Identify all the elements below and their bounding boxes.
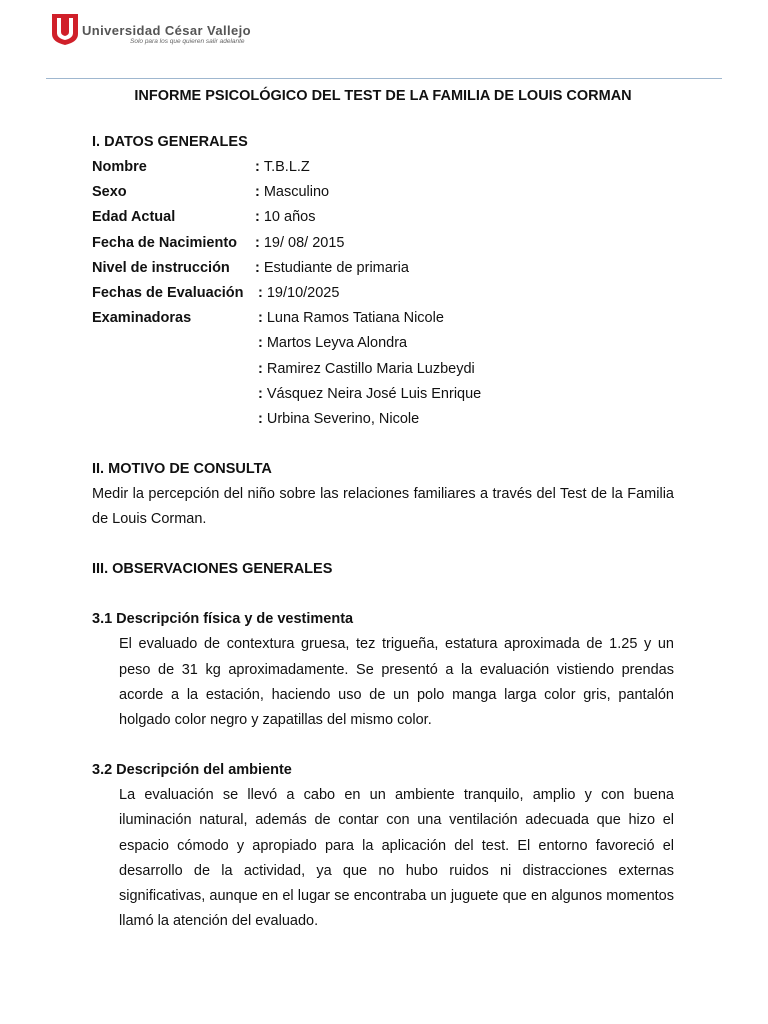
- field-value: 10 años: [263, 209, 316, 226]
- field-label: Examinadoras: [92, 310, 192, 327]
- field-value: 19/10/2025: [266, 284, 340, 301]
- field-row: Sexo : Masculino: [92, 180, 674, 205]
- examiner-name: Urbina Severino, Nicole: [266, 410, 420, 427]
- motivo-text: Medir la percepción del niño sobre las relaciones familiares a través del Test de la Familia de Louis Corman.: [92, 486, 674, 528]
- examiner-row: : Vásquez Neira José Luis Enrique: [92, 382, 674, 407]
- university-logo-icon: [50, 12, 80, 46]
- section-datos-heading: I. DATOS GENERALES: [92, 134, 248, 150]
- field-value: 19/ 08/ 2015: [263, 234, 345, 251]
- field-label: Nombre: [92, 159, 147, 175]
- examiner-name: Ramirez Castillo Maria Luzbeydi: [266, 360, 475, 377]
- examiner-name: Vásquez Neira José Luis Enrique: [266, 385, 482, 402]
- field-row: Examinadoras : Luna Ramos Tatiana Nicole: [92, 306, 674, 331]
- field-label: Sexo: [92, 184, 127, 201]
- field-label: Fechas de Evaluación: [92, 284, 244, 301]
- section-observaciones-heading: III. OBSERVACIONES GENERALES: [92, 561, 333, 578]
- fisica-text: El evaluado de contextura gruesa, tez trigueña, estatura aproximada de 1.25 y un peso de 31 kg aproximadamente. Se presentó a la evaluación vistiendo prendas acorde a la estación, haciendo uso de un polo manga larga color gris, pantalón holgado color negro y zapatillas del mismo color.: [119, 636, 674, 729]
- field-value: Luna Ramos Tatiana Nicole: [266, 310, 444, 327]
- field-label: Fecha de Nacimiento: [92, 234, 238, 251]
- field-value: T.B.L.Z: [263, 159, 310, 175]
- examiner-name: Martos Leyva Alondra: [266, 335, 408, 352]
- header-divider: [46, 78, 722, 79]
- document-header: [48, 12, 368, 52]
- report-title: INFORME PSICOLÓGICO DEL TEST DE LA FAMILIA DE LOUIS CORMAN: [134, 88, 632, 104]
- examiner-row: : Urbina Severino, Nicole: [92, 407, 674, 432]
- section-motivo-heading: II. MOTIVO DE CONSULTA: [92, 461, 272, 478]
- examiner-row: : Martos Leyva Alondra: [92, 331, 674, 356]
- field-value: Masculino: [263, 184, 330, 201]
- report-body: [92, 85, 674, 935]
- field-row: Nombre : T.B.L.Z: [92, 155, 674, 180]
- field-row: Fecha de Nacimiento : 19/ 08/ 2015: [92, 231, 674, 256]
- university-name-block: [82, 24, 251, 46]
- datos-fields: [92, 155, 674, 432]
- subsection-ambiente-heading: 3.2 Descripción del ambiente: [92, 762, 292, 779]
- university-name: Universidad César Vallejo: [82, 23, 251, 38]
- examiner-row: : Ramirez Castillo Maria Luzbeydi: [92, 357, 674, 382]
- ambiente-text: La evaluación se llevó a cabo en un ambiente tranquilo, amplio y con buena iluminación natural, además de contar con una ventilación adecuada que hizo el espacio cómodo y apropiado para la aplicación del test. El entorno favoreció el desarrollo de la actividad, ya que no hubo ruidos ni distracciones externas significativas, aunque en el lugar se encontraba un juguete que en algunos momentos llamó la atención del evaluado.: [119, 787, 674, 930]
- field-label: Edad Actual: [92, 209, 176, 226]
- field-row: Fechas de Evaluación : 19/10/2025: [92, 281, 674, 306]
- field-label: Nivel de instrucción: [92, 259, 230, 276]
- field-value: Estudiante de primaria: [263, 259, 409, 276]
- field-row: Edad Actual : 10 años: [92, 205, 674, 230]
- university-tagline: Solo para los que quieren salir adelante: [130, 38, 245, 45]
- field-row: Nivel de instrucción : Estudiante de primaria: [92, 256, 674, 281]
- subsection-fisica-heading: 3.1 Descripción física y de vestimenta: [92, 611, 354, 628]
